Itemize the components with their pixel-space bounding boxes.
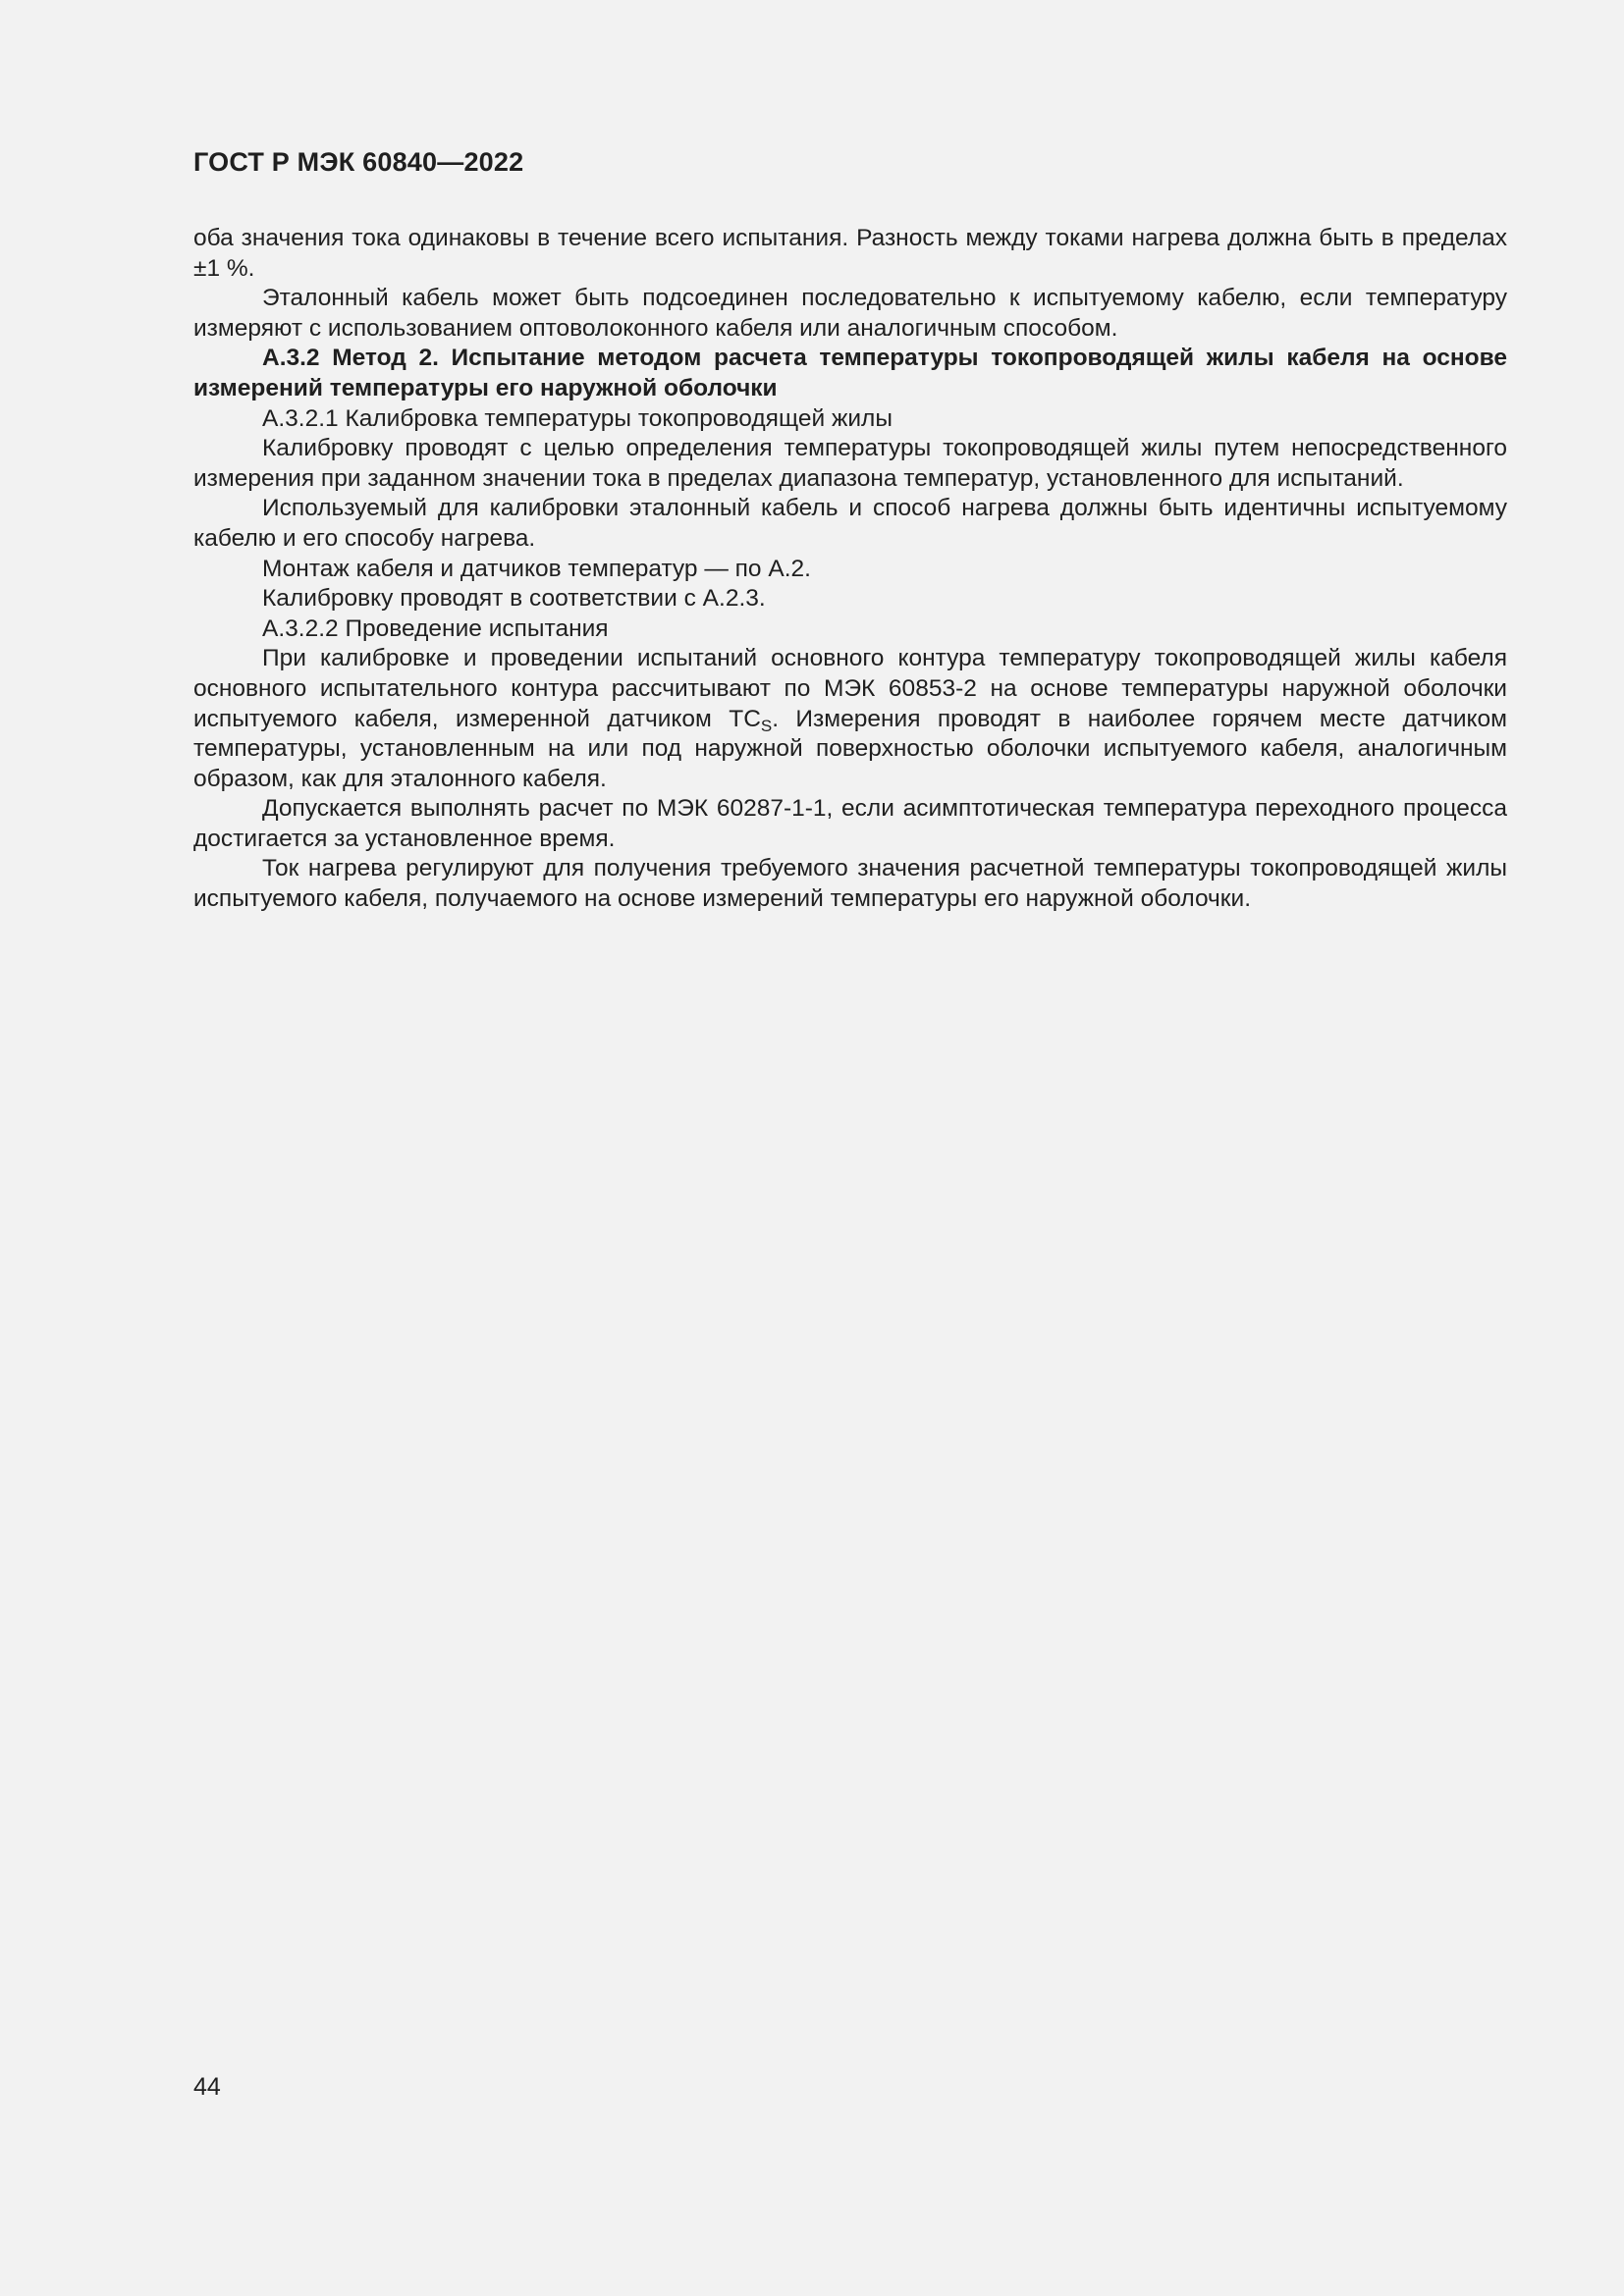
paragraph-calculation-allowance: Допускается выполнять расчет по МЭК 60287-1-1, если асимптотическая температура переходного процесса достигается за установленное время. [193,795,1507,852]
paragraph-reference-cable: Эталонный кабель может быть подсоединен последовательно к испытуемому кабелю, если температуру измеряют с использованием оптоволоконного кабеля или аналогичным способом. [193,285,1507,342]
paragraph-calibration-purpose: Калибровку проводят с целью определения температуры токопроводящей жилы путем непосредственного измерения при заданном значении тока в пределах диапазона температур, установленного для испытаний. [193,435,1507,492]
paragraph-reference-cable-identical: Используемый для калибровки эталонный кабель и способ нагрева должны быть идентичны испытуемому кабелю и его способу нагрева. [193,495,1507,552]
paragraph-test-procedure-part1: При калибровке и проведении испытаний основного контура температуру токопроводящей жилы кабеля основного испытательного контура рассчитывают по МЭК 60853-2 на основе температуры наружной оболочки испытуемого кабеля, измеренной датчиком TC [193,645,1507,732]
paragraph-mounting: Монтаж кабеля и датчиков температур — по А.2. [262,555,811,582]
document-header: ГОСТ Р МЭК 60840—2022 [193,147,524,177]
section-heading-a-3-2: А.3.2 Метод 2. Испытание методом расчета температуры токопроводящей жилы кабеля на основе измерений температуры его наружной оболочки [193,345,1507,401]
paragraph-test-procedure-part2: . Измерения проводят в наиболее горячем месте датчиком температуры, установленным на или под наружной поверхностью оболочки испытуемого кабеля, аналогичным образом, как для эталонного кабеля. [193,705,1508,792]
subsection-heading-a-3-2-1: А.3.2.1 Калибровка температуры токопроводящей жилы [262,404,893,432]
page-number: 44 [193,2073,221,2101]
subscript-s: S [760,716,773,735]
paragraph-calibration-reference: Калибровку проводят в соответствии с А.2.3. [262,585,766,613]
paragraph-test-procedure [193,644,1507,794]
subsection-heading-a-3-2-2: А.3.2.2 Проведение испытания [262,614,609,642]
paragraph-heating-current: Ток нагрева регулируют для получения требуемого значения расчетной температуры токопроводящей жилы испытуемого кабеля, получаемого на основе измерений температуры его наружной оболочки. [193,855,1507,913]
paragraph-continuation: оба значения тока одинаковы в течение всего испытания. Разность между токами нагрева должна быть в пределах ±1 %. [193,225,1507,282]
document-body [193,224,1507,915]
